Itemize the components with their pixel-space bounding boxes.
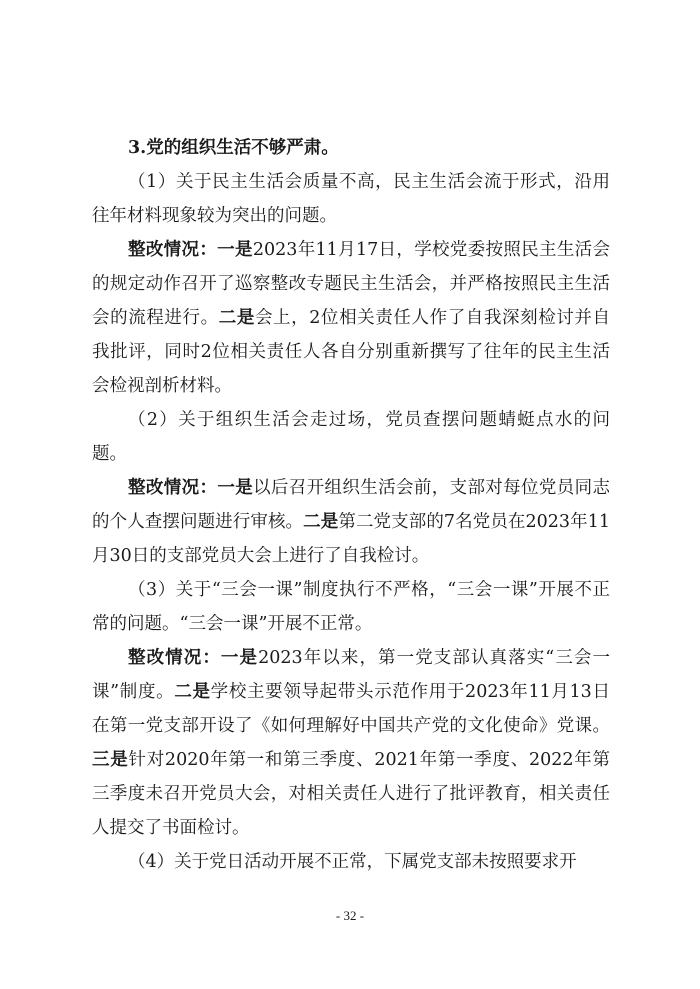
issue-1: （1）关于民主生活会质量不高，民主生活会流于形式，沿用往年材料现象较为突出的问题。 — [92, 172, 610, 226]
point-two-text: 会上，2位相关责任人作了自我深刻检讨并自我批评，同时2位相关责任人各自分别重新撰写了往年的民主生活会检视剖析材料。 — [92, 308, 611, 396]
point-one-text: 以后召开组织生活会前，支部对每位党员同志的个人查摆问题进行审核。 — [92, 478, 611, 532]
rectification-2 — [92, 471, 610, 573]
document-body — [92, 131, 610, 879]
issue-3: （3）关于“三会一课”制度执行不严格，“三会一课”开展不正常的问题。“三会一课”开展不正常。 — [92, 580, 610, 634]
point-two-text: 第二党支部的7名党员在2023年11月30日的支部党员大会上进行了自我检讨。 — [92, 512, 611, 566]
point-one-text: 2023年11月17日，学校党委按照民主生活会的规定动作召开了巡察整改专题民主生活会，并严格按照民主生活会的流程进行。 — [92, 240, 611, 328]
point-two-text: 学校主要领导起带头示范作用于2023年11月13日在第一党支部开设了《如何理解好中国共产党的文化使命》党课。 — [92, 682, 610, 736]
point-two-label: 二是 — [218, 308, 255, 328]
rectification-label: 整改情况： — [128, 478, 218, 498]
point-three-text: 针对2020年第一和第三季度、2021年第一季度、2022年第三季度未召开党员大会，对相关责任人进行了批评教育，相关责任人提交了书面检讨。 — [92, 750, 610, 838]
point-two-label: 二是 — [303, 512, 339, 532]
section-heading: 3.党的组织生活不够严肃。 — [128, 138, 339, 158]
point-one-label: 一是 — [217, 240, 253, 260]
rectification-3 — [92, 641, 610, 845]
point-three-label: 三是 — [92, 750, 129, 770]
point-one-label: 一是 — [217, 478, 254, 498]
rectification-label: 整改情况： — [128, 648, 221, 668]
issue-4: （4）关于党日活动开展不正常，下属党支部未按照要求开 — [128, 852, 577, 872]
issue-2: （2）关于组织生活会走过场，党员查摆问题蜻蜓点水的问题。 — [92, 410, 610, 464]
rectification-1 — [92, 233, 610, 403]
page-number: - 32 - — [335, 908, 365, 923]
point-two-label: 二是 — [174, 682, 211, 702]
point-one-text: 2023年以来，第一党支部认真落实“三会一课”制度。 — [92, 648, 611, 702]
point-one-label: 一是 — [220, 648, 259, 668]
rectification-label: 整改情况： — [128, 240, 218, 260]
